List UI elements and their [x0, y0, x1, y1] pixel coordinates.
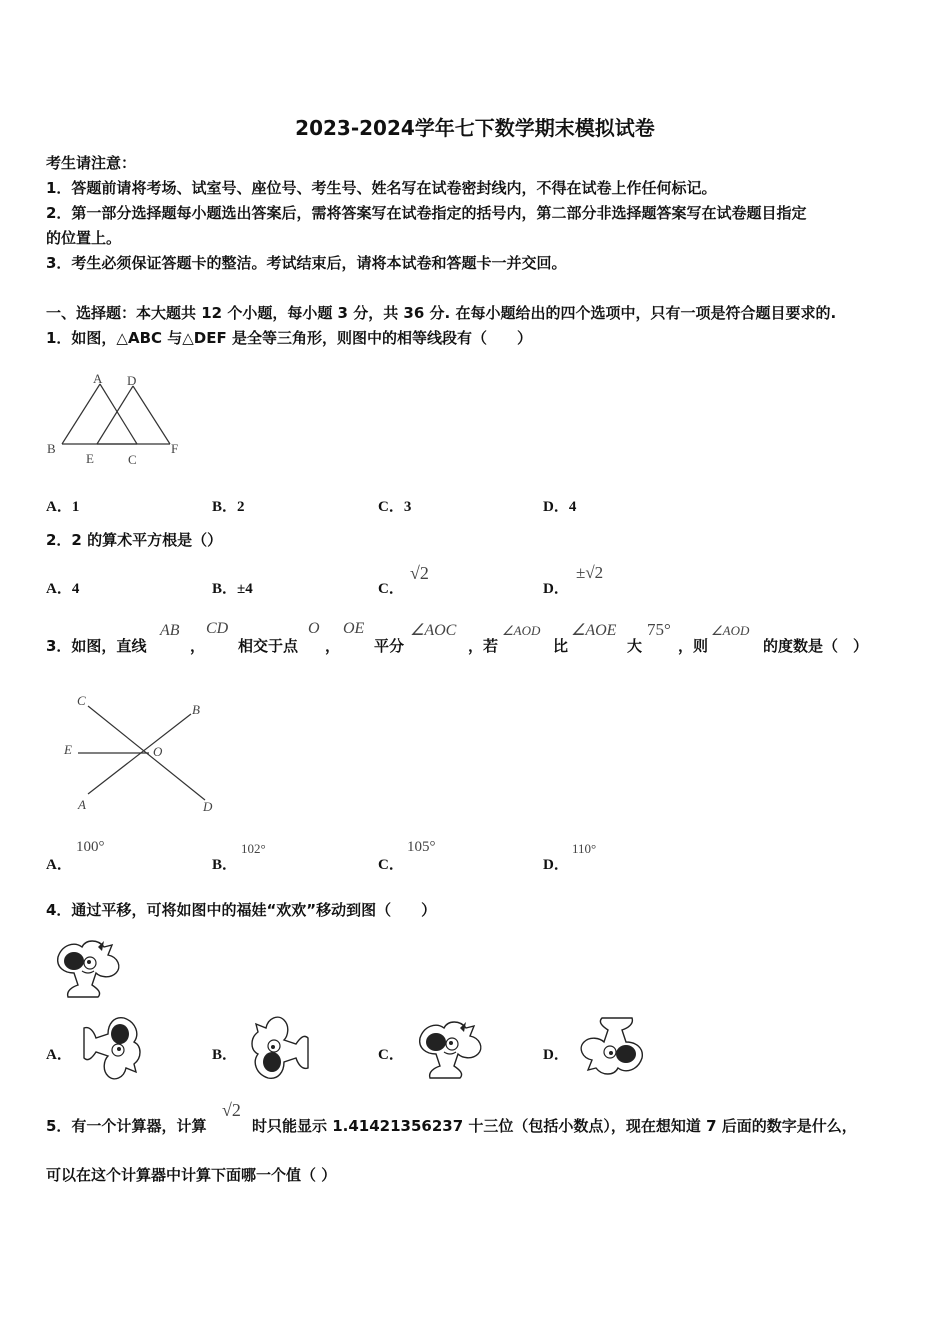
- q3-option-c-value: 105°: [407, 839, 436, 855]
- q1-label-b: B: [47, 441, 56, 456]
- notice-heading: 考生请注意：: [46, 154, 137, 172]
- notice-item-2-cont: 的位置上。: [46, 229, 122, 247]
- q1-option-a[interactable]: A．1: [46, 499, 80, 515]
- q5-stem-line2: 可以在这个计算器中计算下面哪一个值（ ）: [46, 1166, 337, 1184]
- q4-option-c[interactable]: C．: [378, 1047, 404, 1063]
- q5-math-sqrt2: √2: [222, 1100, 241, 1120]
- q1-option-d[interactable]: D．4: [543, 499, 577, 515]
- notice-item-1: 1．答题前请将考场、试室号、座位号、考生号、姓名写在试卷密封线内，不得在试卷上作任何标记。: [46, 179, 717, 197]
- q5-stem-part: 时只能显示 1.41421356237 十三位（包括小数点），现在想知道 7 后面的数字是什么，: [252, 1117, 857, 1135]
- q4-option-d[interactable]: D．: [543, 1047, 569, 1063]
- q3-label-e: E: [64, 742, 72, 757]
- notice-item-2: 2．第一部分选择题每小题选出答案后，需将答案写在试卷指定的括号内，第二部分非选择题答案写在试卷题目指定: [46, 204, 807, 222]
- q3-option-a-value: 100°: [76, 839, 105, 855]
- q3-option-a[interactable]: A．: [46, 857, 72, 873]
- q4-option-d-image: [576, 1016, 648, 1078]
- q3-option-b-value: 102°: [241, 841, 266, 856]
- q3-label-c: C: [77, 693, 86, 708]
- q3-option-c[interactable]: C．: [378, 857, 404, 873]
- q3-math-cd: CD: [206, 620, 229, 637]
- q3-math-oe: OE: [343, 620, 365, 637]
- q3-stem-part: ，若: [468, 637, 499, 655]
- q3-math-angle-aod-2: ∠AOD: [711, 623, 750, 638]
- q3-stem-part: 相交于点: [238, 637, 299, 655]
- q1-stem: 1．如图，△ABC 与△DEF 是全等三角形，则图中的相等线段有（ ）: [46, 329, 532, 347]
- q1-label-e: E: [86, 451, 94, 466]
- q3-math-ab: AB: [160, 622, 180, 639]
- q1-label-a: A: [93, 371, 103, 386]
- q3-label-a: A: [78, 797, 86, 812]
- q2-option-c[interactable]: C．: [378, 581, 404, 597]
- q2-option-a[interactable]: A．4: [46, 581, 80, 597]
- q4-option-b[interactable]: B．: [212, 1047, 238, 1063]
- q3-label-d: D: [203, 799, 213, 814]
- q3-math-75deg: 75°: [647, 620, 671, 639]
- q1-label-c: C: [128, 452, 137, 467]
- q3-math-angle-aoc: ∠AOC: [410, 622, 457, 639]
- q3-option-d[interactable]: D．: [543, 857, 569, 873]
- section-heading: 一、选择题：本大题共 12 个小题，每小题 3 分，共 36 分. 在每小题给出的四个选项中，只有一项是符合题目要求的.: [46, 304, 837, 322]
- q2-stem: 2．2 的算术平方根是（）: [46, 531, 223, 549]
- q4-mascot-original-image: [52, 937, 124, 999]
- q3-stem-part: 大: [627, 637, 643, 655]
- page-title: 2023-2024学年七下数学期末模拟试卷: [295, 116, 655, 140]
- q3-option-d-value: 110°: [572, 841, 597, 856]
- q3-stem-part: 比: [553, 637, 569, 655]
- q3-stem-part: ，: [325, 637, 341, 655]
- q4-option-a[interactable]: A．: [46, 1047, 72, 1063]
- q2-option-c-value: √2: [410, 563, 429, 583]
- q3-math-o: O: [308, 620, 320, 637]
- q4-stem: 4．通过平移，可将如图中的福娃“欢欢”移动到图（ ）: [46, 901, 437, 919]
- q5-stem-part: 5．有一个计算器，计算: [46, 1117, 207, 1135]
- q3-label-o: O: [153, 744, 163, 759]
- q1-option-c[interactable]: C．3: [378, 499, 412, 515]
- q3-stem-part: 的度数是（ ）: [763, 637, 869, 655]
- q1-label-f: F: [171, 441, 179, 456]
- q3-stem-part: ，: [190, 637, 206, 655]
- q3-label-b: B: [192, 702, 200, 717]
- q1-option-b[interactable]: B．2: [212, 499, 245, 515]
- q4-option-c-image: [414, 1018, 486, 1080]
- q1-triangle-figure: [40, 370, 190, 470]
- q2-option-d-value: ±√2: [576, 563, 604, 582]
- notice-item-3: 3．考生必须保证答题卡的整洁。考试结束后，请将本试卷和答题卡一并交回。: [46, 254, 567, 272]
- q3-option-b[interactable]: B．: [212, 857, 238, 873]
- q3-stem-part: 平分: [374, 637, 405, 655]
- q1-label-d: D: [127, 373, 137, 388]
- q2-option-d[interactable]: D．: [543, 581, 569, 597]
- q3-math-angle-aoe: ∠AOE: [571, 622, 617, 639]
- q3-stem-part: ，则: [678, 637, 709, 655]
- q2-option-b[interactable]: B．±4: [212, 581, 253, 597]
- q4-option-b-image: [242, 1018, 318, 1078]
- q4-option-a-image: [78, 1018, 150, 1078]
- q3-stem-part: 3．如图，直线: [46, 637, 147, 655]
- q3-math-angle-aod: ∠AOD: [502, 623, 541, 638]
